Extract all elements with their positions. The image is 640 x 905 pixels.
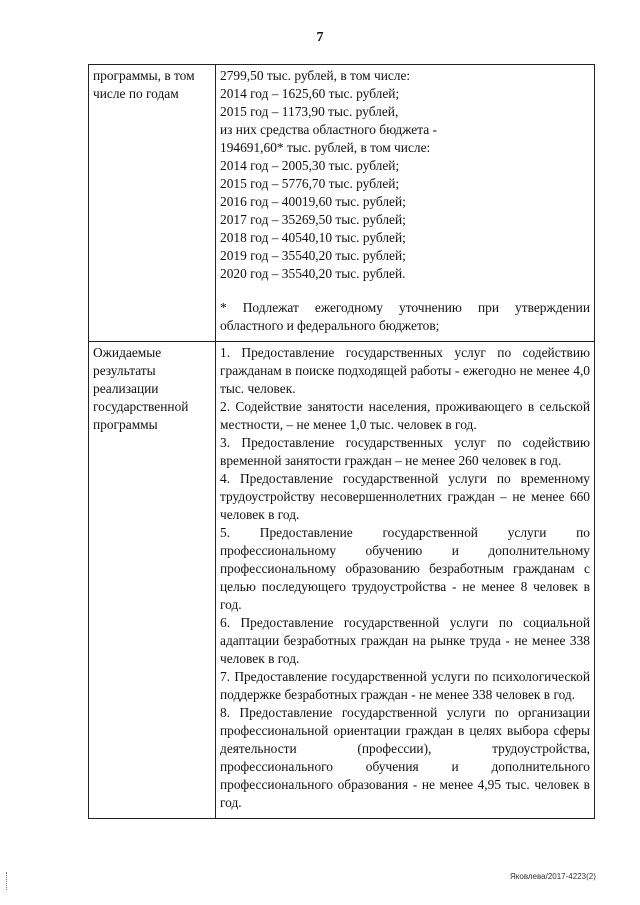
funding-line: 2014 год – 1625,60 тыс. рублей; <box>220 86 400 101</box>
funding-line: 2015 год – 1173,90 тыс. рублей, <box>220 104 399 119</box>
page-number: 7 <box>316 30 324 45</box>
result-item: 7. Предоставление государственной услуги по психологической поддержке безработных граждан - не менее 338 человек в год. <box>220 669 590 702</box>
funding-cell <box>216 65 595 342</box>
funding-line: 2014 год – 2005,30 тыс. рублей; <box>220 158 400 173</box>
results-label: Ожидаемые результаты реализации государственной программы <box>89 342 216 819</box>
table-row-results <box>89 342 595 819</box>
result-item: 1. Предоставление государственных услуг по содействию гражданам в поиске подходящей работы - ежегодно не менее 4,0 тыс. человек. <box>220 345 590 396</box>
result-item: 5. Предоставление государственной услуги по профессиональному обучению и дополнительному профессиональному образованию безработным гражданам с целью последующего трудоустройства - не менее 8 человек в год. <box>220 525 590 612</box>
funding-line: 2020 год – 35540,20 тыс. рублей. <box>220 266 406 281</box>
funding-line: 2018 год – 40540,10 тыс. рублей; <box>220 230 406 245</box>
funding-line: 2016 год – 40019,60 тыс. рублей; <box>220 194 406 209</box>
results-cell <box>216 342 595 819</box>
table-row-funding <box>89 65 595 342</box>
funding-line: 2017 год – 35269,50 тыс. рублей; <box>220 212 406 227</box>
result-item: 8. Предоставление государственной услуги по организации профессиональной ориентации граждан в целях выбора сферы деятельности (профессии), трудоустройства, профессионального обучения и дополнительного профессионального образования - не менее 4,95 тыс. человек в год. <box>220 705 590 810</box>
result-item: 2. Содействие занятости населения, проживающего в сельской местности, – не менее 1,0 тыс. человек в год. <box>220 399 590 432</box>
funding-line: 2019 год – 35540,20 тыс. рублей; <box>220 248 406 263</box>
document-reference: Яковлева/2017-4223(2) <box>510 872 596 881</box>
result-item: 4. Предоставление государственной услуги по временному трудоустройству несовершеннолетних граждан – не менее 660 человек в год. <box>220 471 590 522</box>
program-passport-table <box>88 64 595 819</box>
funding-line: 2799,50 тыс. рублей, в том числе: <box>220 68 411 83</box>
funding-label: программы, в том числе по годам <box>89 65 216 342</box>
result-item: 3. Предоставление государственных услуг по содействию временной занятости граждан – не менее 260 человек в год. <box>220 435 590 468</box>
scan-margin-mark <box>6 872 9 890</box>
funding-line: из них средства областного бюджета - <box>220 122 438 137</box>
funding-footnote: * Подлежат ежегодному уточнению при утверждении областного и федерального бюджетов; <box>220 300 590 333</box>
result-item: 6. Предоставление государственной услуги по социальной адаптации безработных граждан на рынке труда - не менее 338 человек в год. <box>220 615 590 666</box>
funding-line: 194691,60* тыс. рублей, в том числе: <box>220 140 431 155</box>
funding-line: 2015 год – 5776,70 тыс. рублей; <box>220 176 400 191</box>
